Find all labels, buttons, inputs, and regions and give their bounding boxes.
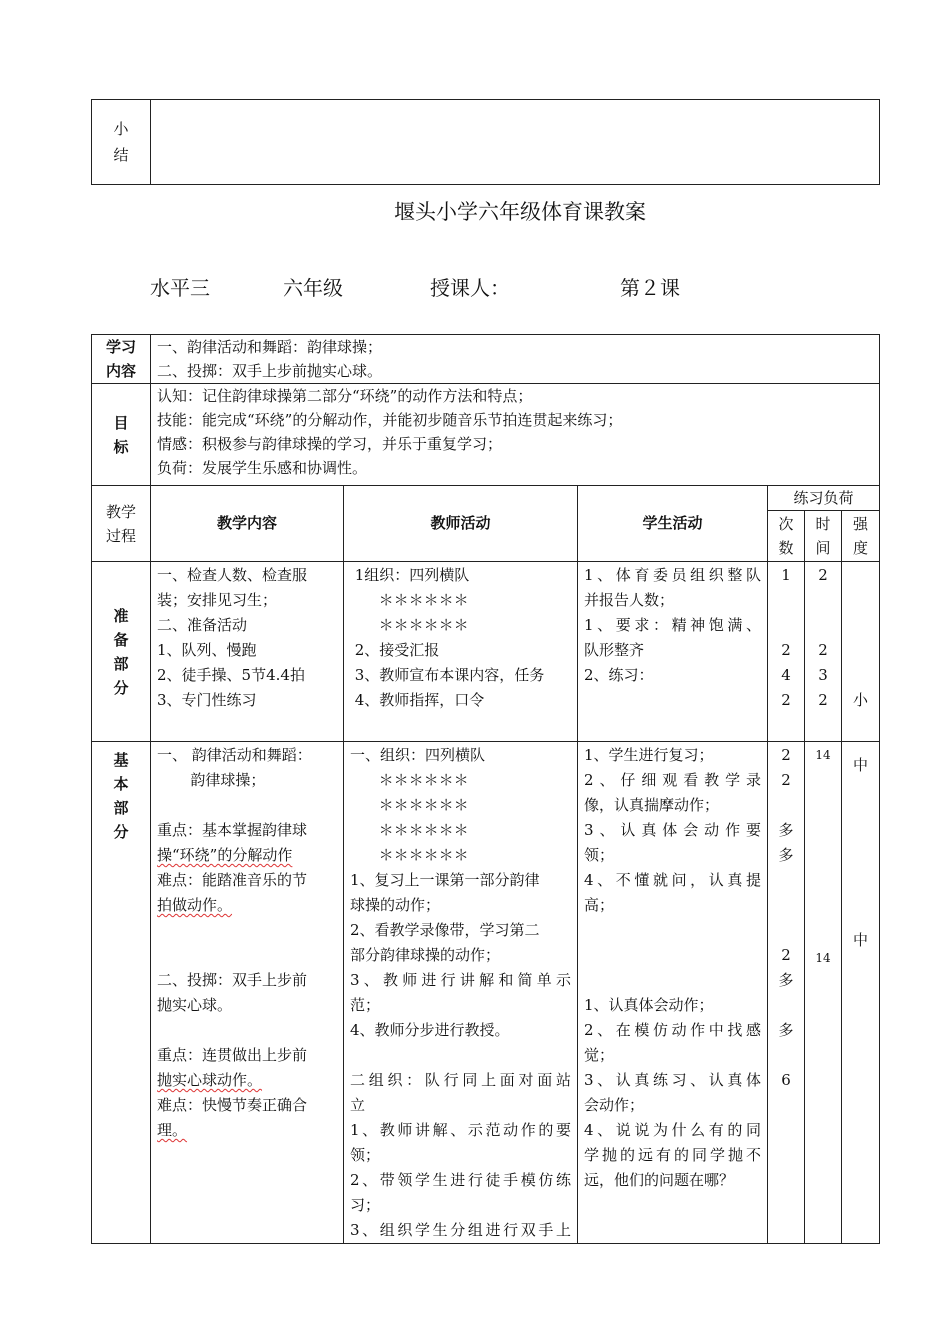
label-char: 基 bbox=[113, 751, 129, 769]
content-line: 装；安排见习生； bbox=[157, 591, 278, 609]
learning-content-text bbox=[151, 335, 880, 384]
header-line: 强 bbox=[853, 515, 869, 533]
time-value: 14 bbox=[815, 951, 831, 965]
activity-line: 4、教师指挥，口令 bbox=[350, 691, 485, 709]
prep-section-label bbox=[92, 562, 151, 742]
intensity-value: 中 bbox=[853, 756, 869, 774]
count-value: 多 bbox=[778, 971, 794, 989]
basic-count bbox=[768, 742, 805, 1244]
formation-line: ＊＊＊＊＊＊ bbox=[350, 616, 469, 634]
summary-label bbox=[92, 100, 151, 185]
summary-label-char: 结 bbox=[113, 146, 129, 164]
basic-intensity bbox=[842, 742, 880, 1244]
count-value: 多 bbox=[778, 846, 794, 864]
formation-line: ＊＊＊＊＊＊ bbox=[350, 821, 469, 839]
count-header bbox=[768, 511, 805, 562]
label-char: 目 bbox=[113, 413, 129, 432]
time-value: 3 bbox=[818, 666, 828, 684]
activity-line: 1组织：四列横队 bbox=[350, 566, 470, 584]
formation-line: ＊＊＊＊＊＊ bbox=[350, 846, 469, 864]
activity-line: 2、在模仿动作中找感 bbox=[584, 1021, 761, 1039]
count-value: 2 bbox=[781, 746, 791, 764]
objective-line: 负荷：发展学生乐感和协调性。 bbox=[157, 459, 368, 477]
objective-line: 情感：积极参与韵律球操的学习，并乐于重复学习； bbox=[157, 435, 503, 453]
content-line: 韵律球操； bbox=[157, 771, 266, 789]
activity-line: 远，他们的问题在哪？ bbox=[584, 1171, 735, 1189]
content-line-text: 拍做动作。 bbox=[157, 896, 233, 914]
header-line: 数 bbox=[778, 539, 794, 557]
count-value: 1 bbox=[781, 566, 791, 584]
content-line: 2、徒手操、5节4.4拍 bbox=[157, 666, 305, 684]
table-header-row bbox=[92, 486, 880, 511]
activity-line: 二组织：队行同上面对面站 bbox=[350, 1071, 571, 1089]
content-line: 3、专门性练习 bbox=[157, 691, 257, 709]
exercise-load-header: 练习负荷 bbox=[768, 486, 880, 511]
activity-line: 4、说说为什么有的同 bbox=[584, 1121, 761, 1139]
prep-count bbox=[768, 562, 805, 742]
count-value: 多 bbox=[778, 1021, 794, 1039]
content-line: 难点：快慢节奏正确合 bbox=[157, 1096, 308, 1114]
intensity-value: 中 bbox=[853, 931, 869, 949]
activity-line: 领； bbox=[584, 846, 615, 864]
time-header bbox=[805, 511, 842, 562]
time-value: 2 bbox=[818, 691, 828, 709]
label-line: 学习 bbox=[105, 338, 136, 356]
prep-teacher-activity bbox=[344, 562, 578, 742]
header-line: 教学 bbox=[105, 502, 136, 521]
activity-line: 1、复习上一课第一部分韵律 bbox=[350, 871, 540, 889]
content-line bbox=[157, 1118, 337, 1143]
level-label: 水平三 bbox=[150, 276, 210, 300]
grade-label: 六年级 bbox=[283, 276, 343, 300]
content-line-text: 理。 bbox=[157, 1121, 188, 1139]
formation-line: ＊＊＊＊＊＊ bbox=[350, 771, 469, 789]
activity-line: 2、仔细观看教学录 bbox=[584, 771, 761, 789]
label-char: 本 bbox=[113, 775, 129, 793]
label-char: 备 bbox=[113, 630, 129, 649]
activity-line: 像，认真揣摩动作； bbox=[584, 796, 720, 814]
content-line: 重点：基本掌握韵律球 bbox=[157, 821, 308, 839]
document-title: 堰头小学六年级体育课教案 bbox=[394, 200, 646, 224]
content-line bbox=[157, 1068, 337, 1093]
lesson-plan-table bbox=[91, 334, 880, 1244]
label-char: 部 bbox=[113, 799, 129, 817]
activity-line: 1、要求：精神饱满、 bbox=[584, 616, 761, 634]
content-line-text: 抛实心球动作。 bbox=[157, 1071, 263, 1089]
activity-line: 球操的动作； bbox=[350, 896, 441, 914]
basic-student-activity bbox=[578, 742, 768, 1244]
content-line: 二、投掷：双手上步前 bbox=[157, 971, 308, 989]
objective-line: 认知：记住韵律球操第二部分“环绕”的动作方法和特点； bbox=[157, 387, 533, 405]
activity-line: 2、接受汇报 bbox=[350, 641, 440, 659]
activity-line: 3、教师宣布本课内容，任务 bbox=[350, 666, 545, 684]
basic-content bbox=[151, 742, 344, 1244]
count-value: 6 bbox=[781, 1071, 791, 1089]
activity-line: 3、教师进行讲解和简单示 bbox=[350, 971, 571, 989]
learning-content-label bbox=[92, 335, 151, 384]
activity-line: 4、不懂就问，认真提 bbox=[584, 871, 761, 889]
content-line: 一、检查人数、检查服 bbox=[157, 566, 308, 584]
count-value: 4 bbox=[781, 666, 791, 684]
count-value: 2 bbox=[781, 691, 791, 709]
summary-label-char: 小 bbox=[113, 120, 129, 138]
content-line: 一、 韵律活动和舞蹈： bbox=[157, 746, 312, 764]
label-char: 准 bbox=[113, 606, 129, 625]
content-line-text: 操“环绕”的分解动作 bbox=[157, 846, 293, 864]
label-char: 分 bbox=[113, 678, 129, 697]
prep-content bbox=[151, 562, 344, 742]
summary-table bbox=[91, 99, 880, 185]
label-char: 部 bbox=[113, 654, 129, 673]
basic-section-row bbox=[92, 742, 880, 1244]
count-value: 多 bbox=[778, 821, 794, 839]
content-line bbox=[157, 843, 337, 868]
time-value: 2 bbox=[818, 641, 828, 659]
basic-section-label bbox=[92, 742, 151, 1244]
time-value: 2 bbox=[818, 566, 828, 584]
prep-time bbox=[805, 562, 842, 742]
student-activity-header: 学生活动 bbox=[578, 486, 768, 562]
activity-line: 学抛的远有的同学抛不 bbox=[584, 1146, 761, 1164]
content-line bbox=[157, 893, 337, 918]
content-line: 二、投掷：双手上步前抛实心球。 bbox=[157, 362, 383, 380]
prep-section-row bbox=[92, 562, 880, 742]
intensity-value: 小 bbox=[853, 691, 869, 709]
activity-line: 3、组织学生分组进行双手上 bbox=[350, 1221, 571, 1239]
objective-line: 技能：能完成“环绕”的分解动作，并能初步随音乐节拍连贯起来练习； bbox=[157, 411, 623, 429]
header-line: 度 bbox=[853, 539, 869, 557]
header-line: 过程 bbox=[105, 526, 136, 545]
label-line: 内容 bbox=[105, 362, 136, 380]
process-header bbox=[92, 486, 151, 562]
content-line: 一、韵律活动和舞蹈：韵律球操； bbox=[157, 338, 383, 356]
header-line: 次 bbox=[778, 515, 794, 533]
prep-intensity bbox=[842, 562, 880, 742]
objectives-label bbox=[92, 384, 151, 486]
time-value: 14 bbox=[815, 748, 831, 762]
header-line: 时 bbox=[815, 515, 831, 533]
activity-line: 领； bbox=[350, 1146, 381, 1164]
activity-line: 高； bbox=[584, 896, 615, 914]
activity-line: 3、认真体会动作要 bbox=[584, 821, 761, 839]
activity-line: 觉； bbox=[584, 1046, 615, 1064]
activity-line: 4、教师分步进行教授。 bbox=[350, 1021, 510, 1039]
activity-line: 2、练习： bbox=[584, 666, 654, 684]
content-line: 难点：能踏准音乐的节 bbox=[157, 871, 308, 889]
lesson-number: 第２课 bbox=[620, 276, 680, 300]
basic-teacher-activity bbox=[344, 742, 578, 1244]
activity-line: 1、学生进行复习； bbox=[584, 746, 714, 764]
teacher-label: 授课人： bbox=[430, 276, 510, 300]
formation-line: ＊＊＊＊＊＊ bbox=[350, 796, 469, 814]
header-line: 间 bbox=[815, 539, 831, 557]
activity-line: 3、认真练习、认真体 bbox=[584, 1071, 761, 1089]
activity-line: 1、认真体会动作； bbox=[584, 996, 714, 1014]
activity-line: 队形整齐 bbox=[584, 641, 645, 659]
activity-line: 2、看教学录像带，学习第二 bbox=[350, 921, 540, 939]
activity-line: 习； bbox=[350, 1196, 381, 1214]
content-line: 重点：连贯做出上步前 bbox=[157, 1046, 308, 1064]
objectives-row bbox=[92, 384, 880, 486]
content-header: 教学内容 bbox=[151, 486, 344, 562]
activity-line: 立 bbox=[350, 1096, 366, 1114]
activity-line: 部分韵律球操的动作； bbox=[350, 946, 501, 964]
activity-line: 2、带领学生进行徒手模仿练 bbox=[350, 1171, 571, 1189]
count-value: 2 bbox=[781, 641, 791, 659]
basic-time bbox=[805, 742, 842, 1244]
intensity-header bbox=[842, 511, 880, 562]
activity-line: 并报告人数； bbox=[584, 591, 675, 609]
prep-student-activity bbox=[578, 562, 768, 742]
summary-content bbox=[151, 100, 880, 185]
activity-line: 范； bbox=[350, 996, 381, 1014]
count-value: 2 bbox=[781, 771, 791, 789]
formation-line: ＊＊＊＊＊＊ bbox=[350, 591, 469, 609]
objectives-text bbox=[151, 384, 880, 486]
activity-line: 1、教师讲解、示范动作的要 bbox=[350, 1121, 571, 1139]
activity-line: 1、体育委员组织整队 bbox=[584, 566, 761, 584]
label-char: 分 bbox=[113, 823, 129, 841]
activity-line: 会动作； bbox=[584, 1096, 645, 1114]
teacher-activity-header: 教师活动 bbox=[344, 486, 578, 562]
count-value: 2 bbox=[781, 946, 791, 964]
content-line: 抛实心球。 bbox=[157, 996, 233, 1014]
content-line: 二、准备活动 bbox=[157, 616, 248, 634]
learning-content-row bbox=[92, 335, 880, 384]
content-line: 1、队列、慢跑 bbox=[157, 641, 257, 659]
activity-line: 一、组织：四列横队 bbox=[350, 746, 486, 764]
label-char: 标 bbox=[113, 437, 129, 456]
